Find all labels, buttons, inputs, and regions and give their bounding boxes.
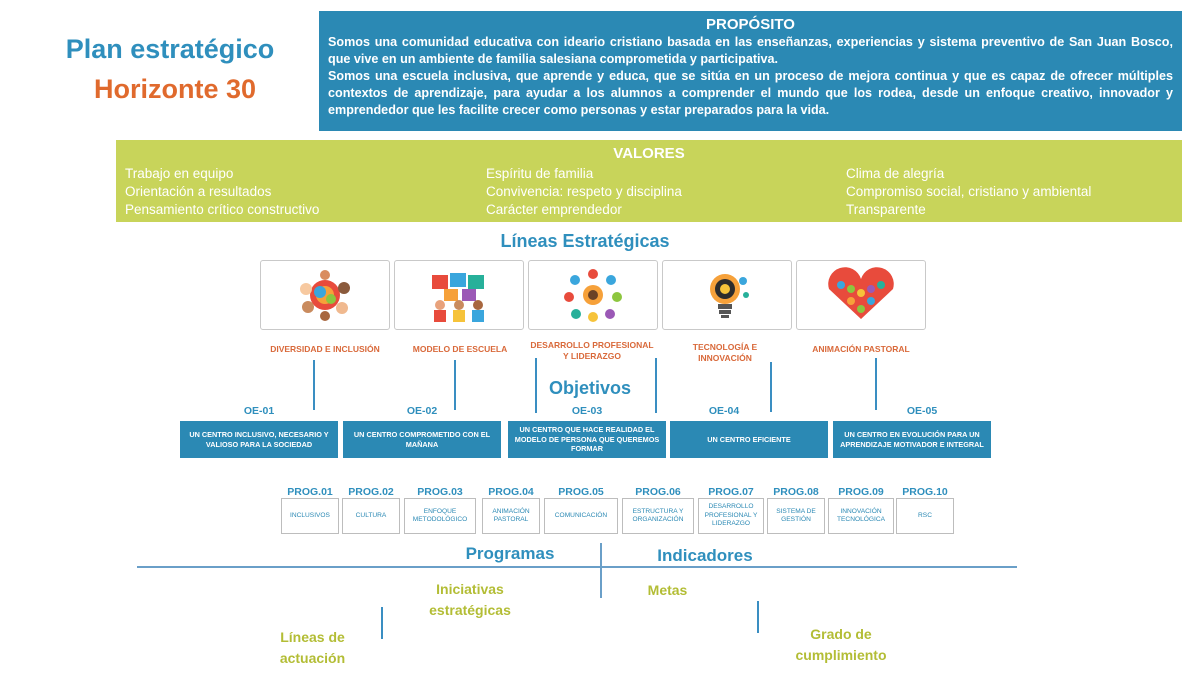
values-column-3: [846, 165, 1091, 219]
strategic-line-card-2: [394, 260, 524, 330]
value-item: Clima de alegría: [846, 166, 945, 181]
value-item: Espíritu de familia: [486, 166, 594, 181]
completion-level-label: Grado de cumplimiento: [795, 626, 887, 663]
strategic-line-card-1: [260, 260, 390, 330]
program-box-5: COMUNICACIÓN: [544, 498, 618, 534]
plan-title: Plan estratégico: [65, 34, 275, 64]
purpose-panel: [319, 11, 1182, 131]
divider-vertical: [600, 543, 602, 598]
objective-box-2: UN CENTRO COMPROMETIDO CON EL MAÑANA: [343, 421, 501, 458]
values-column-1: [125, 165, 319, 219]
objective-box-4: UN CENTRO EFICIENTE: [670, 421, 828, 458]
objective-box-1: UN CENTRO INCLUSIVO, NECESARIO Y VALIOSO PARA LA SOCIEDAD: [180, 421, 338, 458]
strategic-lines-heading: Líneas Estratégicas: [500, 231, 670, 251]
value-item: Carácter emprendedor: [486, 202, 622, 217]
objective-code-2: OE-02: [406, 405, 438, 417]
purpose-paragraph-1: Somos una comunidad educativa con ideario cristiano basada en las enseñanzas, experiencias y sistema preventivo de San Juan Bosco, que vive en un ambiente de familia salesiana comprometida y participativa.: [328, 35, 1173, 66]
purpose-paragraph-2: Somos una escuela inclusiva, que aprende y educa, que se sitúa en un proceso de mejora continua y que es capaz de ofrecer múltiples contextos de aprendizaje, para ayudar a los alumnos a comprender el mundo que los rodea, desde un enfoque creativo, innovador y emprendedor que les facilite crecer como personas y estar preparados para la vida.: [328, 69, 1173, 117]
puzzle-team-icon: [424, 267, 494, 323]
strategic-line-label-5: ANIMACIÓN PASTORAL: [812, 344, 910, 354]
people-heart-icon: [821, 267, 901, 323]
program-box-7: DESARROLLO PROFESIONAL Y LIDERAZGO: [698, 498, 764, 534]
connector-line: [313, 360, 315, 410]
action-lines-label: Líneas de actuación: [279, 629, 346, 666]
leadership-network-icon: [558, 267, 628, 323]
strategic-line-label-2: MODELO DE ESCUELA: [412, 344, 508, 354]
program-code-3: PROG.03: [417, 486, 463, 498]
connector-line: [454, 360, 456, 410]
program-box-8: SISTEMA DE GESTIÓN: [767, 498, 825, 534]
diversity-hands-icon: [290, 267, 360, 323]
plan-subtitle: Horizonte 30: [93, 74, 257, 104]
program-code-9: PROG.09: [838, 486, 884, 498]
values-column-2: [486, 165, 682, 219]
program-code-7: PROG.07: [708, 486, 754, 498]
program-code-10: PROG.10: [902, 486, 948, 498]
programs-heading: Programas: [465, 544, 555, 563]
connector-line: [875, 358, 877, 410]
program-code-4: PROG.04: [488, 486, 534, 498]
program-code-6: PROG.06: [635, 486, 681, 498]
divider-horizontal: [137, 566, 1017, 568]
indicators-heading: Indicadores: [657, 546, 753, 565]
strategic-line-card-5: [796, 260, 926, 330]
value-item: Transparente: [846, 202, 926, 217]
program-box-4: ANIMACIÓN PASTORAL: [482, 498, 540, 534]
objective-box-3: UN CENTRO QUE HACE REALIDAD EL MODELO DE PERSONA QUE QUEREMOS FORMAR: [508, 421, 666, 458]
program-code-5: PROG.05: [558, 486, 604, 498]
strategic-line-label-1: DIVERSIDAD E INCLUSIÓN: [270, 344, 380, 354]
value-item: Pensamiento crítico constructivo: [125, 202, 320, 217]
strategic-line-card-3: [528, 260, 658, 330]
program-box-9: INNOVACIÓN TECNOLÓGICA: [828, 498, 894, 534]
program-box-2: CULTURA: [342, 498, 400, 534]
strategic-line-label-4: TECNOLOGÍA E INNOVACIÓN: [692, 342, 758, 363]
objective-code-1: OE-01: [243, 405, 275, 417]
objective-code-3: OE-03: [571, 405, 603, 417]
value-item: Compromiso social, cristiano y ambiental: [846, 184, 1092, 199]
program-box-10: RSC: [896, 498, 954, 534]
program-code-1: PROG.01: [287, 486, 333, 498]
program-code-8: PROG.08: [773, 486, 819, 498]
program-box-6: ESTRUCTURA Y ORGANIZACIÓN: [622, 498, 694, 534]
program-code-2: PROG.02: [348, 486, 394, 498]
objective-box-5: UN CENTRO EN EVOLUCIÓN PARA UN APRENDIZAJE MOTIVADOR E INTEGRAL: [833, 421, 991, 458]
objective-code-4: OE-04: [708, 405, 740, 417]
program-box-3: ENFOQUE METODOLÓGICO: [404, 498, 476, 534]
purpose-heading: PROPÓSITO: [706, 16, 795, 33]
values-panel: [116, 140, 1182, 222]
strategic-line-card-4: [662, 260, 792, 330]
objective-code-5: OE-05: [906, 405, 938, 417]
lightbulb-gear-icon: [692, 267, 762, 323]
value-item: Orientación a resultados: [125, 184, 272, 199]
connector-line: [757, 601, 759, 633]
goals-label: Metas: [647, 582, 688, 598]
strategic-initiatives-label: Iniciativas estratégicas: [429, 581, 511, 618]
value-item: Trabajo en equipo: [125, 166, 234, 181]
objectives-heading: Objetivos: [548, 378, 632, 398]
connector-line: [381, 607, 383, 639]
value-item: Convivencia: respeto y disciplina: [486, 184, 682, 199]
program-box-1: INCLUSIVOS: [281, 498, 339, 534]
strategic-line-label-3: DESARROLLO PROFESIONAL Y LIDERAZGO: [530, 340, 654, 361]
values-heading: VALORES: [613, 145, 685, 162]
